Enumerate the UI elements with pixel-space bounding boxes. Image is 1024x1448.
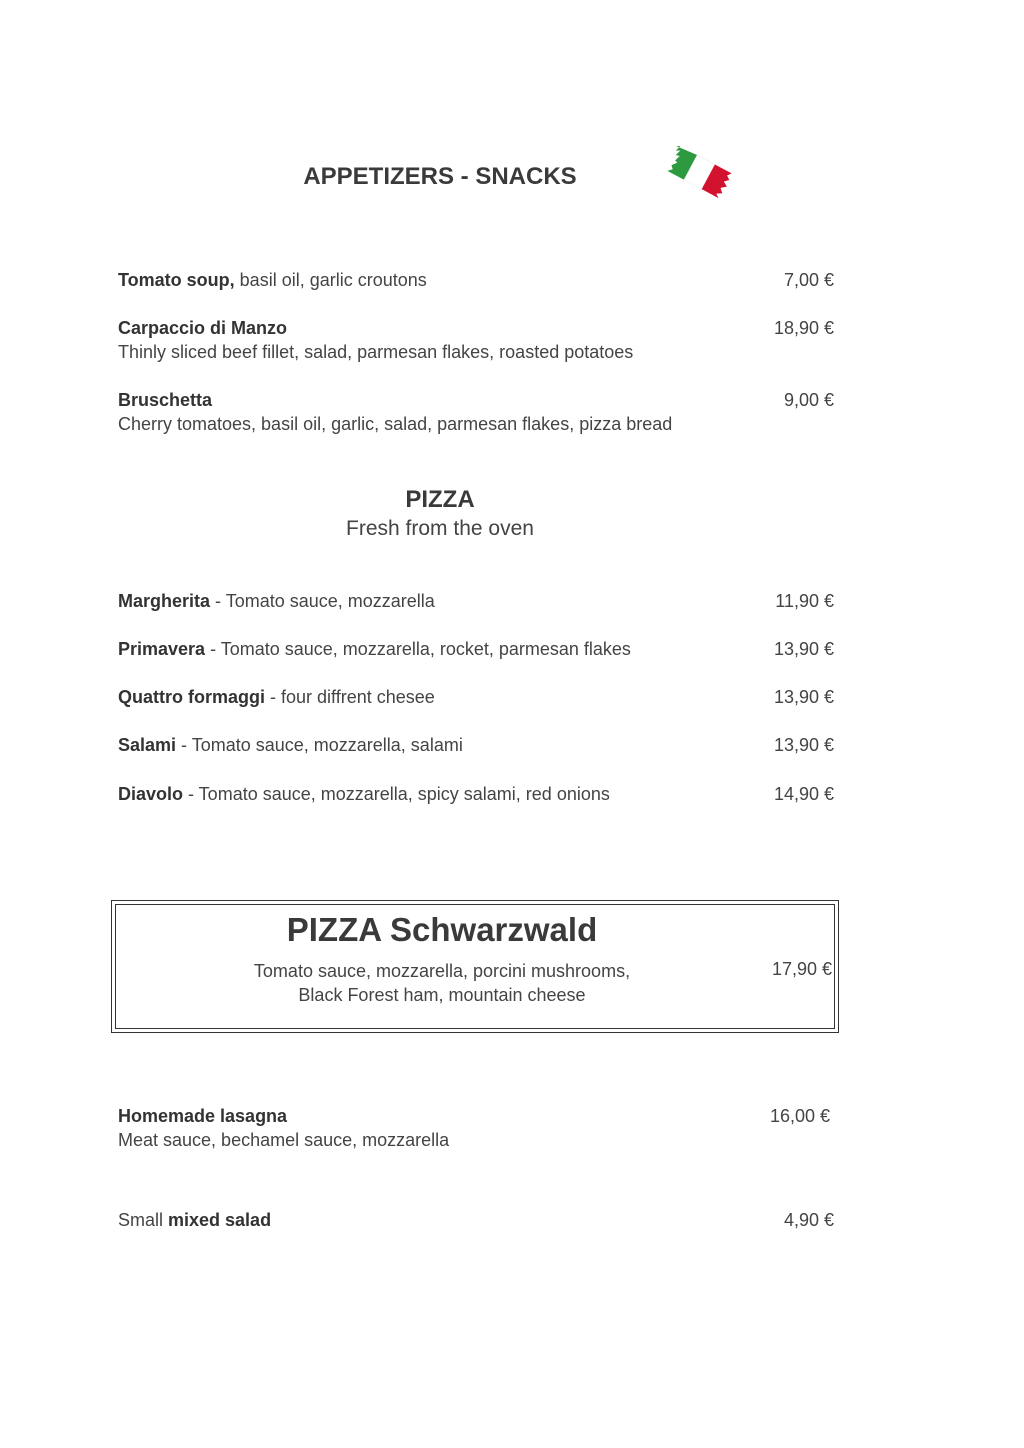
item-name: Bruschetta: [118, 390, 213, 410]
appetizers-title: APPETIZERS - SNACKS: [303, 163, 577, 190]
item-name: Carpaccio di Manzo: [118, 318, 288, 338]
item-name: Quattro formaggi: [118, 687, 265, 707]
item-price: 9,00 €: [783, 390, 834, 410]
special-pizza-desc-line-2: Black Forest ham, mountain cheese: [298, 985, 586, 1005]
item-name: Homemade lasagna: [118, 1106, 288, 1126]
pizza-title: PIZZA: [405, 486, 475, 513]
special-pizza-price: 17,90 €: [771, 959, 832, 979]
item-name: Salami: [118, 735, 177, 755]
menu-item-lasagna: [118, 1104, 830, 1152]
item-price: 4,90 €: [783, 1210, 834, 1230]
menu-item-salami: [118, 733, 834, 757]
menu-item-bruschetta: [118, 388, 834, 436]
special-pizza-description: [112, 959, 772, 1007]
special-pizza-desc-line-1: Tomato sauce, mozzarella, porcini mushrooms,: [253, 961, 631, 981]
item-description: - Tomato sauce, mozzarella: [210, 591, 435, 611]
item-name: Diavolo: [118, 784, 184, 804]
menu-item-quattro-formaggi: [118, 685, 834, 709]
item-name: Primavera: [118, 639, 206, 659]
item-price: 18,90 €: [773, 318, 834, 338]
special-pizza-box: [111, 900, 839, 1033]
item-description: Meat sauce, bechamel sauce, mozzarella: [118, 1130, 450, 1150]
item-description: basil oil, garlic croutons: [234, 270, 427, 290]
item-price: 14,90 €: [773, 784, 834, 804]
menu-item-tomato-soup: [118, 268, 834, 292]
item-price: 13,90 €: [773, 735, 834, 755]
item-prefix: Small: [118, 1210, 169, 1230]
menu-item-carpaccio: [118, 316, 834, 364]
item-price: 16,00 €: [769, 1106, 830, 1126]
item-description: - Tomato sauce, mozzarella, rocket, parmesan flakes: [205, 639, 631, 659]
menu-item-margherita: [118, 589, 834, 613]
item-description: - Tomato sauce, mozzarella, salami: [176, 735, 463, 755]
menu-item-diavolo: [118, 782, 834, 806]
item-name: mixed salad: [168, 1210, 272, 1230]
menu-item-primavera: [118, 637, 834, 661]
item-price: 11,90 €: [775, 591, 834, 611]
menu-item-mixed-salad: [118, 1208, 834, 1232]
item-name: Tomato soup,: [118, 270, 235, 290]
item-description: Cherry tomatoes, basil oil, garlic, salad, parmesan flakes, pizza bread: [118, 414, 673, 434]
italian-flag-icon: [662, 138, 736, 208]
item-description: Thinly sliced beef fillet, salad, parmesan flakes, roasted potatoes: [118, 342, 634, 362]
item-name: Margherita: [118, 591, 211, 611]
item-price: 13,90 €: [773, 687, 834, 707]
item-price: 7,00 €: [783, 270, 834, 290]
pizza-subtitle: Fresh from the oven: [346, 517, 534, 540]
item-price: 13,90 €: [773, 639, 834, 659]
special-pizza-title: PIZZA Schwarzwald: [286, 911, 598, 948]
item-description: - four diffrent chesee: [265, 687, 435, 707]
item-description: - Tomato sauce, mozzarella, spicy salami, red onions: [183, 784, 610, 804]
